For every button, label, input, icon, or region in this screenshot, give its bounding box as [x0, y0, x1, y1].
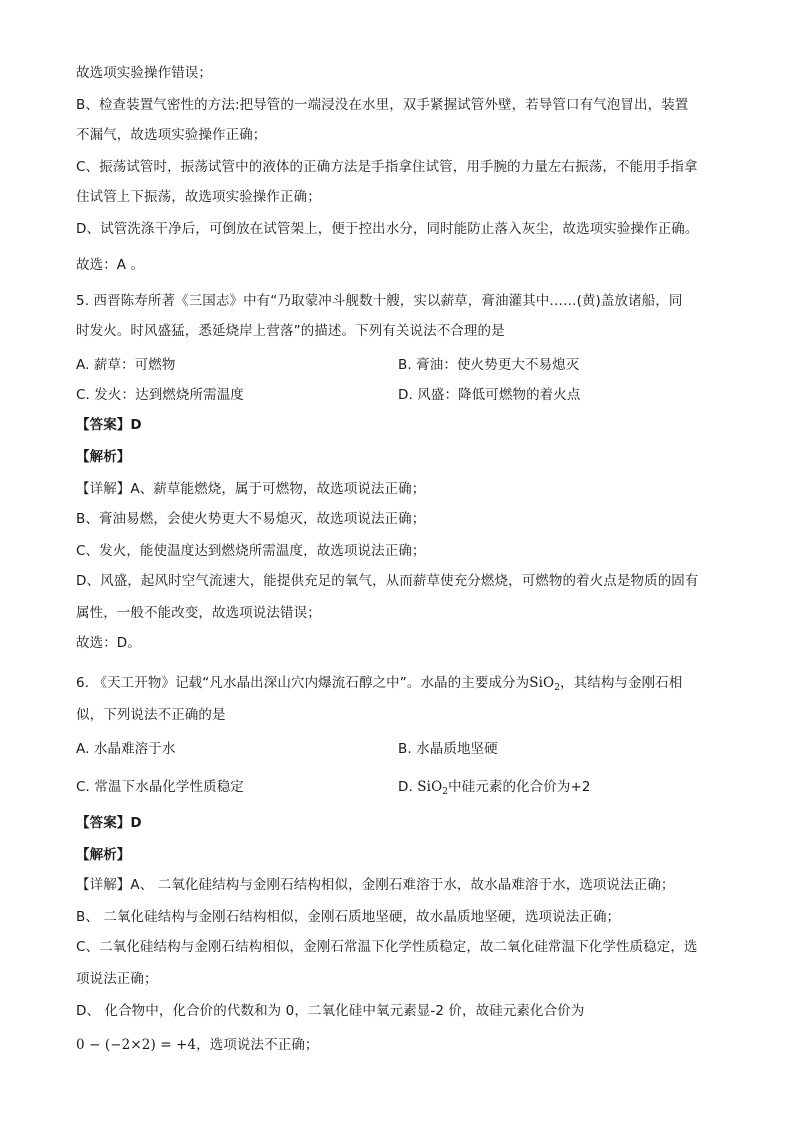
q5-detail-a: 【详解】A、薪草能燃烧，属于可燃物，故选项说法正确；	[76, 481, 426, 497]
prev-option-b-line1: B、检查装置气密性的方法:把导管的一端浸没在水里，双手紧握试管外壁，若导管口有气泡冒出，装置	[76, 97, 689, 113]
q6-formula-sio: SiO	[529, 675, 555, 691]
q6-valence-formula: 0 − (−2×2) = +4	[76, 1037, 197, 1053]
q6-option-c: C. 常温下水晶化学性质稳定	[76, 779, 244, 795]
q5-detail-c: C、发火，能使温度达到燃烧所需温度，故选项说法正确；	[76, 543, 426, 559]
q5-detail-b: B、膏油易燃，会使火势更大不易熄灭，故选项说法正确；	[76, 511, 426, 527]
q6-stem-line1	[76, 674, 682, 692]
q6-detail-c-line2: 项说法正确；	[76, 971, 158, 987]
q6-detail-d-tail: ，选项说法不正确；	[196, 1037, 319, 1053]
q6-option-d-text: 中硅元素的化合价为+2	[448, 779, 591, 795]
prev-option-b-line2: 不漏气，故选项实验操作正确；	[76, 127, 267, 143]
q6-detail-b: B、 二氧化硅结构与金刚石结构相似，金刚石质地坚硬，故水晶质地坚硬，选项说法正确；	[76, 909, 621, 925]
q6-formula-sio2	[529, 675, 560, 691]
q5-detail-d-line1: D、风盛，起风时空气流速大，能提供充足的氧气，从而薪草使充分燃烧，可燃物的着火点是物质的固有	[76, 573, 699, 589]
q6-option-d	[398, 778, 591, 796]
prev-option-c-line2: 住试管上下振荡，故选项实验操作正确；	[76, 189, 321, 205]
q6-detail-d-line1: D、 化合物中，化合价的代数和为 0，二氧化硅中氧元素显-2 价，故硅元素化合价为	[76, 1003, 585, 1019]
q5-option-d: D. 风盛：降低可燃物的着火点	[398, 387, 581, 403]
prev-option-d-line: D、试管洗涤干净后，可倒放在试管架上，便于控出水分，同时能防止落入灰尘，故选项实验操作正确。	[76, 221, 699, 237]
q6-detail-c-line1: C、二氧化硅结构与金刚石结构相似，金刚石常温下化学性质稳定，故二氧化硅常温下化学性质稳定，选	[76, 939, 698, 955]
q6-analysis-tag: 【解析】	[76, 847, 131, 863]
q6-formula-subscript: 2	[554, 683, 561, 693]
q5-option-c: C. 发火：达到燃烧所需温度	[76, 387, 244, 403]
prev-answer: 故选：A 。	[76, 257, 145, 273]
q6-stem-line2: 似，下列说法不正确的是	[76, 707, 226, 723]
q6-option-b: B. 水晶质地坚硬	[398, 741, 498, 757]
q5-detail-d-line2: 属性，一般不能改变，故选项说法错误；	[76, 605, 321, 621]
q6-answer-tag: 【答案】D	[76, 815, 142, 831]
q5-answer-tag: 【答案】D	[76, 417, 142, 433]
q6-option-d-formula	[417, 779, 448, 795]
q5-option-a: A. 薪草：可燃物	[76, 357, 176, 373]
q5-option-b: B. 膏油：使火势更大不易熄灭	[398, 357, 580, 373]
q5-stem-line2: 时发火。时风盛猛，悉延烧岸上营落”的描述。下列有关说法不合理的是	[76, 323, 505, 339]
q5-analysis-tag: 【解析】	[76, 449, 131, 465]
q5-stem-line1: 5. 西晋陈寿所著《三国志》中有“乃取蒙冲斗舰数十艘，实以薪草，膏油灌其中……(黄)盖放诸船，同	[76, 293, 683, 309]
prev-option-c-line1: C、振荡试管时，振荡试管中的液体的正确方法是手指拿住试管，用手腕的力量左右振荡，不能用手指拿	[76, 159, 698, 175]
q6-detail-d-line2	[76, 1036, 319, 1054]
q6-stem-part2: ，其结构与金刚石相	[560, 675, 683, 691]
q5-conclusion: 故选：D。	[76, 635, 141, 651]
q6-detail-a: 【详解】A、 二氧化硅结构与金刚石结构相似，金刚石难溶于水，故水晶难溶于水，选项说法正确；	[76, 877, 675, 893]
q6-stem-part1: 6. 《天工开物》记载“凡水晶出深山穴内爆流石醇之中”。水晶的主要成分为	[76, 675, 530, 691]
q6-option-d-prefix: D.	[398, 779, 413, 795]
prev-conclusion-line: 故选项实验操作错误；	[76, 65, 212, 81]
q6-option-a: A. 水晶难溶于水	[76, 741, 176, 757]
q6-option-d-sio: SiO	[417, 779, 443, 795]
q6-option-d-subscript: 2	[442, 787, 449, 797]
